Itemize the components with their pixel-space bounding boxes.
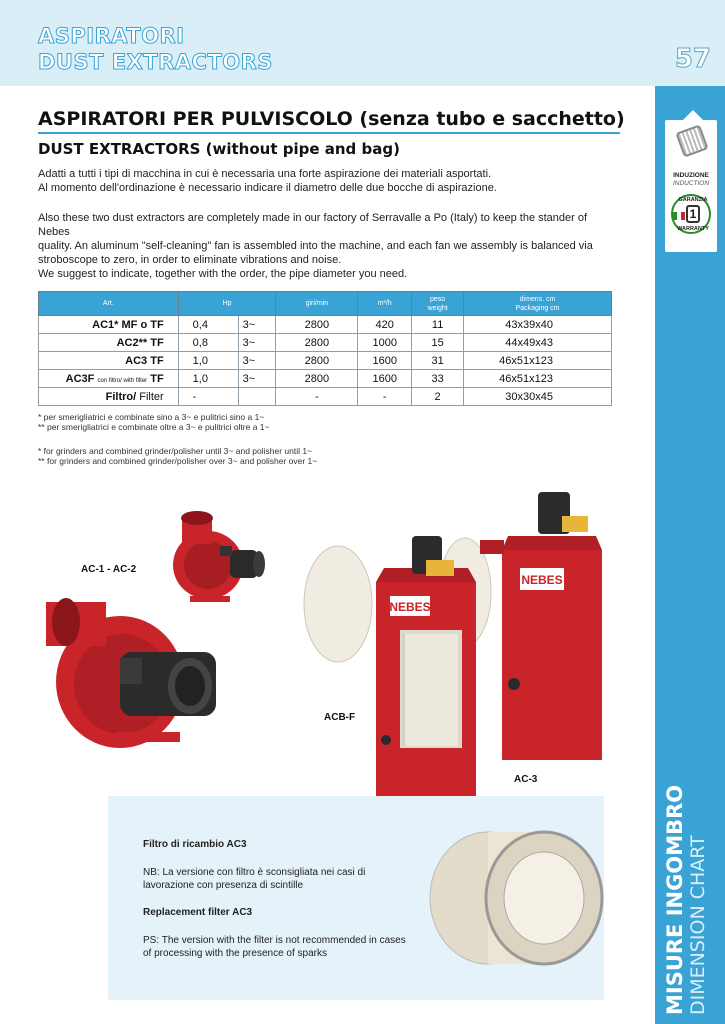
induction-label: INDUZIONE (673, 172, 709, 179)
table-row: AC3F con filtro/ with filter TF 1,0 3~ 2800 1600 33 46x51x123 (39, 370, 612, 388)
table-row: Filtro/ Filter - - - 2 30x30x45 (39, 388, 612, 406)
filter-note-it: NB: La versione con filtro è sconsigliata nei casi di lavorazione con presenza di scintille (143, 867, 366, 891)
description-it: Adatti a tutti i tipi di macchina in cui è necessaria una forte aspirazione dei materiali asportati. Al momento dell'ordinazione è necessario indicare il diametro delle due bocche di aspirazione. (38, 168, 497, 194)
induction-label-en: INDUCTION (672, 180, 710, 187)
caption-ac12: AC-1 - AC-2 (81, 564, 137, 575)
col-rpm: giri/min (276, 292, 358, 316)
table-header (39, 292, 612, 316)
scroll-up-arrow-icon (683, 110, 703, 120)
warranty-badge-icon (671, 194, 711, 234)
table-row: AC1* MF o TF 0,4 3~ 2800 420 11 43x39x40 (39, 316, 612, 334)
note-en-1: * for grinders and combined grinder/polisher until 3~ and polisher until 1~ (38, 446, 313, 456)
warranty-top-label: GARANZIA (678, 197, 708, 203)
note-en-2: ** for grinders and combined grinder/polisher over 3~ and polisher over 1~ (38, 456, 318, 466)
col-weight: peso weight (412, 292, 464, 316)
page-title: ASPIRATORI PER PULVISCOLO (senza tubo e sacchetto) (38, 108, 625, 130)
replacement-filter-image (418, 826, 618, 986)
title-rule (38, 132, 620, 134)
side-top (655, 0, 725, 86)
col-art: Art. (39, 292, 179, 316)
col-m3h: m³/h (358, 292, 412, 316)
page-number: 57 (674, 44, 711, 74)
vertical-label (663, 780, 723, 1015)
induction-motor-icon (675, 124, 708, 157)
note-it-1: * per smerigliatrici e combinate sino a 3~ e pulitrici sino a 1~ (38, 412, 265, 422)
caption-ac3: AC-3 (514, 774, 538, 785)
table-row: AC2** TF 0,8 3~ 2800 1000 15 44x49x43 (39, 334, 612, 352)
warranty-years: 1 (686, 205, 700, 223)
note-it-2: ** per smerigliatrici e combinate oltre a 3~ e pulitrici oltre a 1~ (38, 422, 270, 432)
replacement-filter-panel (108, 796, 604, 1000)
filter-title-it: Filtro di ricambio AC3 (143, 839, 247, 850)
filter-title-en: Replacement filter AC3 (143, 907, 253, 918)
brand-logo-text: NEBES (389, 600, 431, 614)
brand-logo-text: NEBES (521, 573, 563, 587)
warranty-bottom-label: WARRANTY (677, 226, 709, 232)
header-title-en: DUST EXTRACTORS (38, 50, 273, 74)
vertical-label-it: MISURE INGOMBRO (663, 784, 687, 1015)
col-hp: Hp (178, 292, 276, 316)
vertical-label-en: DIMENSION CHART (687, 835, 709, 1015)
filter-note-en: PS: The version with the filter is not recommended in cases of processing with the presence of sparks (143, 935, 406, 959)
col-dim: dimens. cm Packaging cm (464, 292, 612, 316)
ac3-extractor-image (480, 488, 610, 768)
ac1-blower-image (40, 592, 230, 762)
italy-flag-icon (673, 212, 685, 220)
page-subtitle: DUST EXTRACTORS (without pipe and bag) (38, 140, 400, 158)
side-bar (655, 0, 725, 1024)
caption-acbf: ACB-F (324, 712, 356, 723)
description-en: Also these two dust extractors are completely made in our factory of Serravalle a Po (Italy) to keep the stander of Nebes quality. An aluminum "self-cleaning" fan is assembled into the machine, and each fan we assembly is balanced via stroboscope to zero, in order to eliminate vibrations and noise. We suggest to indicate, together with the order, the pipe diameter you need. (38, 212, 593, 280)
acbf-extractor-image (300, 530, 500, 810)
feature-icons (665, 120, 717, 252)
spec-table (38, 291, 612, 406)
header-title-it: ASPIRATORI (38, 24, 185, 48)
table-row: AC3 TF 1,0 3~ 2800 1600 31 46x51x123 (39, 352, 612, 370)
